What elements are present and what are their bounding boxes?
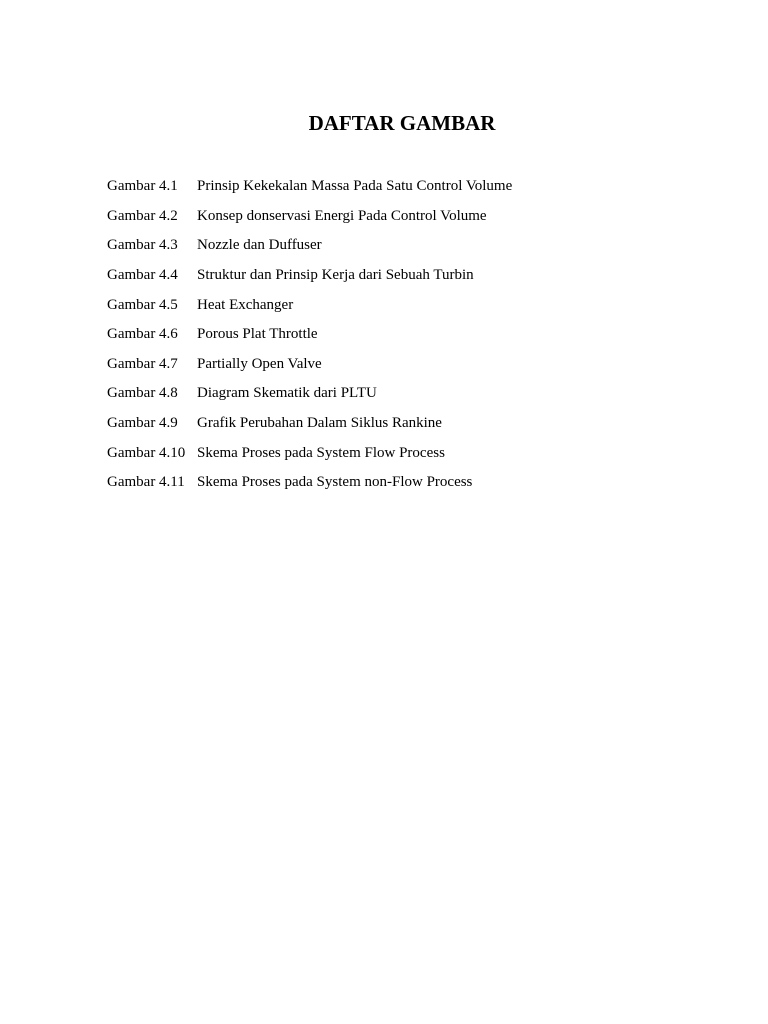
figure-number: Gambar 4.6 [107, 326, 178, 343]
figure-number: Gambar 4.11 [107, 474, 185, 491]
figure-list-item [107, 290, 727, 320]
figure-caption: Heat Exchanger [197, 296, 294, 313]
figure-number: Gambar 4.4 [107, 267, 178, 284]
figure-caption: Skema Proses pada System Flow Process [197, 444, 445, 461]
figure-number: Gambar 4.10 [107, 444, 186, 461]
figure-list-item [107, 438, 727, 468]
figure-list-item [107, 172, 727, 202]
figure-number: Gambar 4.8 [107, 385, 178, 402]
figure-list-item [107, 350, 727, 380]
figure-list-item [107, 409, 727, 439]
figure-caption: Partially Open Valve [197, 355, 322, 372]
figure-caption: Skema Proses pada System non-Flow Process [197, 474, 473, 491]
figure-list-item [107, 320, 727, 350]
figure-number: Gambar 4.5 [107, 296, 178, 313]
figure-list-item [107, 231, 727, 261]
figure-caption: Grafik Perubahan Dalam Siklus Rankine [197, 415, 442, 432]
figure-list [107, 172, 727, 498]
figure-list-item [107, 202, 727, 232]
figure-caption: Prinsip Kekekalan Massa Pada Satu Control Volume [197, 178, 513, 195]
figure-number: Gambar 4.2 [107, 207, 178, 224]
figure-caption: Porous Plat Throttle [197, 326, 318, 343]
figure-number: Gambar 4.9 [107, 415, 178, 432]
figure-number: Gambar 4.1 [107, 178, 178, 195]
figure-caption: Konsep donservasi Energi Pada Control Volume [197, 207, 487, 224]
figure-list-item [107, 261, 727, 291]
figure-caption: Nozzle dan Duffuser [197, 237, 322, 254]
figure-caption: Diagram Skematik dari PLTU [197, 385, 377, 402]
figure-number: Gambar 4.7 [107, 355, 178, 372]
figure-list-item [107, 468, 727, 498]
figure-number: Gambar 4.3 [107, 237, 178, 254]
page-title: DAFTAR GAMBAR [308, 111, 496, 135]
figure-list-item [107, 379, 727, 409]
figure-caption: Struktur dan Prinsip Kerja dari Sebuah Turbin [197, 267, 474, 284]
